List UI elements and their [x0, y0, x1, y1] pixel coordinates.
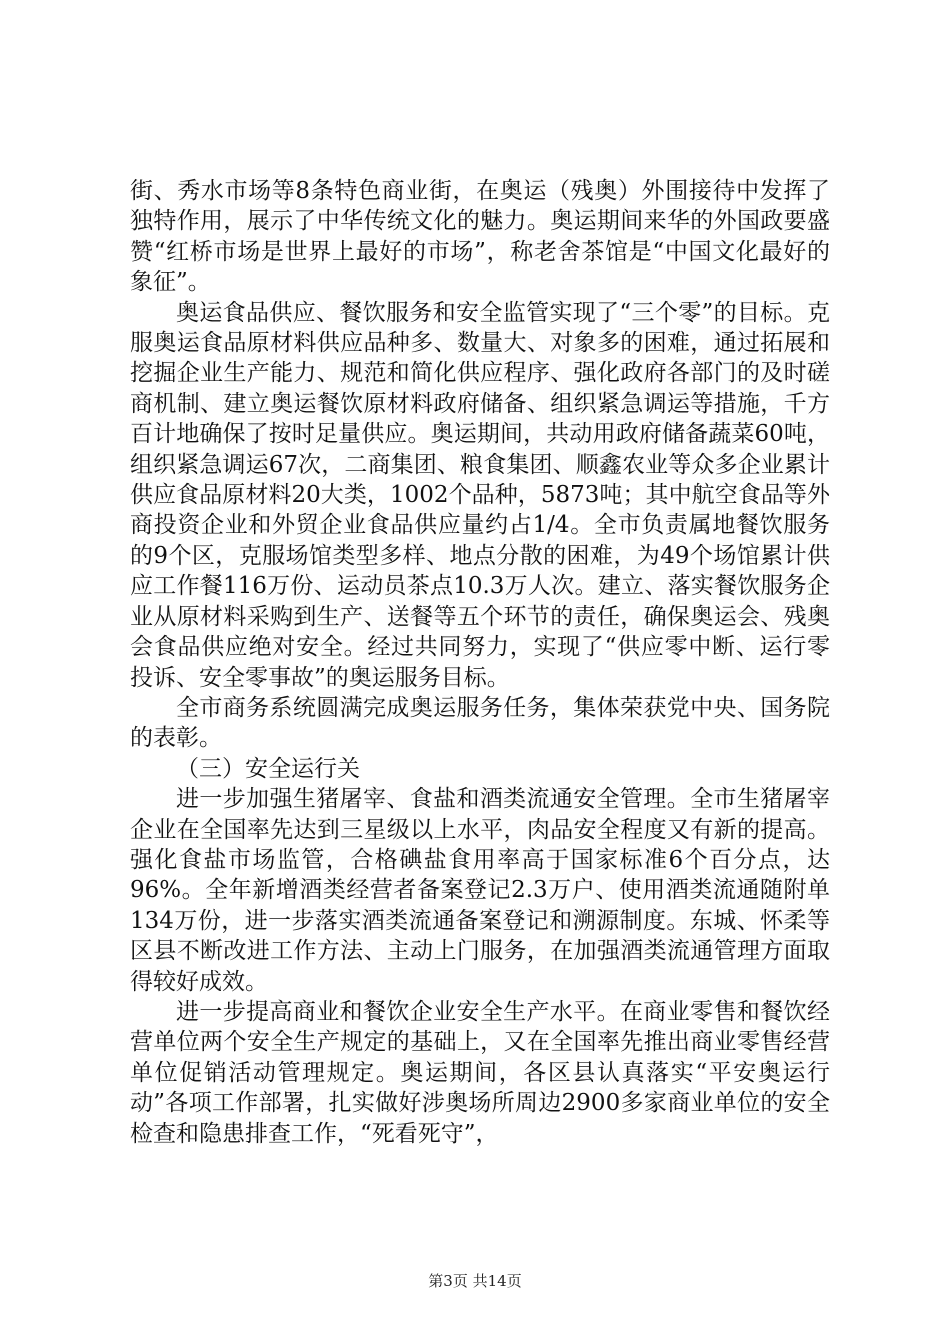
- document-body: [130, 176, 830, 1149]
- page-number-footer: 第3页 共14页: [428, 1272, 522, 1290]
- paragraph-production-safety: 进一步提高商业和餐饮企业安全生产水平。在商业零售和餐饮经营单位两个安全生产规定的基础上，又在全国率先推出商业零售经营单位促销活动管理规定。奥运期间，各区县认真落实“平安奥运行动”各项工作部署，扎实做好涉奥场所周边2900多家商业单位的安全检查和隐患排查工作，“死看死守”，: [130, 998, 830, 1147]
- paragraph-commendation: 全市商务系统圆满完成奥运服务任务，集体荣获党中央、国务院的表彰。: [130, 694, 830, 752]
- paragraph-circulation-safety: 进一步加强生猪屠宰、食盐和酒类流通安全管理。全市生猪屠宰企业在全国率先达到三星级以上水平，肉品安全程度又有新的提高。强化食盐市场监管，合格碘盐食用率高于国家标准6个百分点，达96%。全年新增酒类经营者备案登记2.3万户、使用酒类流通随附单134万份，进一步落实酒类流通备案登记和溯源制度。东城、怀柔等区县不断改进工作方法、主动上门服务，在加强酒类流通管理方面取得较好成效。: [130, 786, 830, 995]
- paragraph-food-supply: 奥运食品供应、餐饮服务和安全监管实现了“三个零”的目标。克服奥运食品原材料供应品种多、数量大、对象多的困难，通过拓展和挖掘企业生产能力、规范和简化供应程序、强化政府各部门的及时磋商机制、建立奥运餐饮原材料政府储备、组织紧急调运等措施，千方百计地确保了按时足量供应。奥运期间，共动用政府储备蔬菜60吨，组织紧急调运67次，二商集团、粮食集团、顺鑫农业等众多企业累计供应食品原材料20大类，1002个品种，5873吨；其中航空食品等外商投资企业和外贸企业食品供应量约占1/4。全市负责属地餐饮服务的9个区，克服场馆类型多样、地点分散的困难，为49个场馆累计供应工作餐116万份、运动员茶点10.3万人次。建立、落实餐饮服务企业从原材料采购到生产、送餐等五个环节的责任，确保奥运会、残奥会食品供应绝对安全。经过共同努力，实现了“供应零中断、运行零投诉、安全零事故”的奥运服务目标。: [130, 299, 830, 691]
- section-heading: （三）安全运行关: [176, 755, 360, 782]
- paragraph-continuation: 街、秀水市场等8条特色商业街，在奥运（残奥）外围接待中发挥了独特作用，展示了中华传统文化的魅力。奥运期间来华的外国政要盛赞“红桥市场是世界上最好的市场”，称老舍茶馆是“中国文化最好的象征”。: [130, 178, 830, 296]
